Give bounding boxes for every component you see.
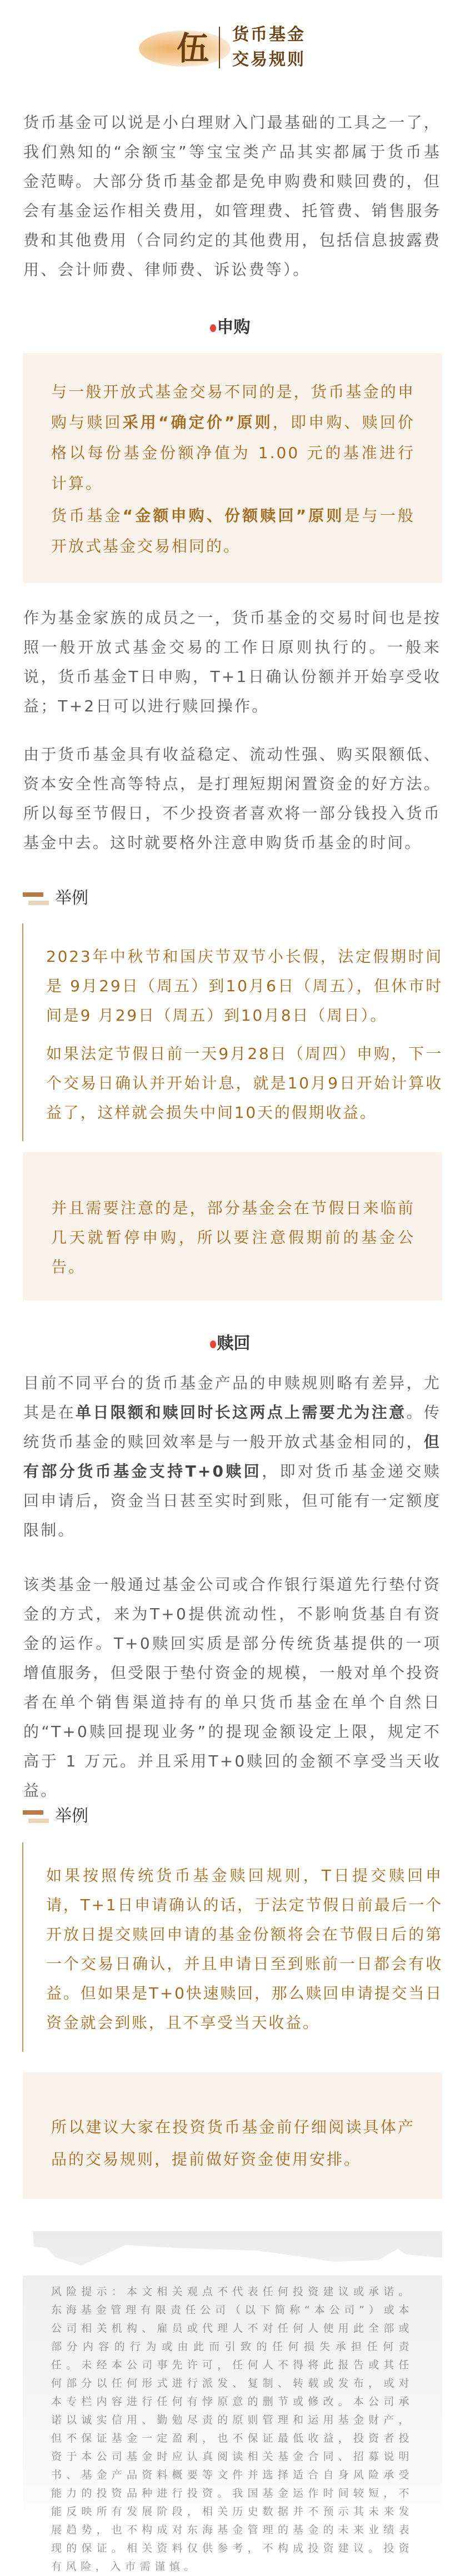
box-paragraph: 所以建议大家在投资货币基金前仔细阅读具体产品的交易规则，提前做好资金使用安排。 (51, 2118, 415, 2168)
mountain-silhouette-icon (23, 2231, 442, 2276)
text: 。传统货币基金的赎回效率是与一般开放式基金相同的， (23, 1403, 441, 1451)
section-heading-text: 申购 (217, 318, 251, 337)
risk-disclaimer: 风险提示：本文相关观点不代表任何投资建议或承诺。东海基金管理有限责任公司（以下简称“本公司”）或本公司相关机构、雇员或代理人不对任何人使用此全部或部分内容的行为或由此而引致的任何损失承担任何责任。未经本公司事先许可，任何人不得将此报告或其任何部分以任何形式进行派发、复制、转载或发布，或对本专栏内容进行任何有悖原意的删节或修改。本公司承诺以诚实信用、勤勉尽责的原则管理和运用基金财产，但不保证基金一定盈利，也不保证最低收益，投资者投资于本公司基金时应认真阅读相关基金合同、招募说明书、基金产品资料概要等文件并选择适合自身风险承受能力的投资品种进行投资。我国基金运作时间较短，不能反映所有发展阶段，相关历史数据并不预示其未来发展趋势，也不构成对东海基金管理的基金的未来业绩表现的保证。相关资料仅供参考，不构成投资建议。投资有风险，入市需谨慎。 (51, 2286, 413, 2573)
example-label: 举例 (55, 1806, 88, 1826)
header-divider (219, 27, 220, 68)
example-paragraph: 如果按照传统货币基金赎回规则，T日提交赎回申请，T+1日申请确认的话，于法定节假日前最后一个开放日提交赎回申请的基金份额将会在节假日后的第一个交易日确认，并且申请日至到账前一日都会有收益。但如果是T+0快速赎回，那么赎回申请提交当日资金就会到账，且不享受当天收益。 (46, 1866, 443, 2032)
highlight-box-advice (23, 2072, 442, 2199)
bold-text: 但有部分货币基金支持T+0赎回 (23, 1433, 441, 1480)
example-heading (23, 888, 134, 911)
chapter-title-line1: 货币基金 (232, 25, 306, 44)
red-dot-icon (210, 1340, 216, 1348)
text: 货币基金 (51, 506, 123, 525)
example-quote-line (22, 1842, 23, 2052)
redeem-rules-paragraph (23, 1368, 441, 1545)
highlight-box-notice (23, 1152, 442, 1300)
text: 目前不同平台的货币基金产品的申赎规则略有差异，尤其是在 (23, 1374, 441, 1422)
text: ，即申购、赎回价格以每份基金份额净值为 1.00 元的基准进行计算。 (51, 413, 415, 493)
trading-time-paragraph: 作为基金家族的成员之一，货币基金的交易时间也是按照一般开放式基金交易的工作日原则执行的。一般来说，货币基金T日申购，T+1日确认份额并开始享受收益；T+2日可以进行赎回操作。 (23, 609, 441, 715)
bold-text: “金额申购、份额赎回”原则 (122, 506, 344, 525)
bold-text: 单日限额和赎回时长这两点上需要尤为注意 (76, 1403, 407, 1422)
box-paragraph: 并且需要注意的是，部分基金会在节假日来临前几天就暂停申购，所以要注意假期前的基金公告。 (51, 1199, 415, 1276)
box-paragraph (51, 376, 415, 499)
example-bars-icon (23, 892, 43, 897)
intro-paragraph: 货币基金可以说是小白理财入门最基础的工具之一了，我们熟知的“余额宝”等宝宝类产品其实都属于货币基金范畴。大部分货币基金都是免申购费和赎回费的，但会有基金运作相关费用，如管理费、托管费、销售服务费和其他费用（合同约定的其他费用，包括信息披露费用、会计师费、律师费、诉讼费等）。 (23, 113, 441, 279)
example-paragraph: 2023年中秋节和国庆节双节小长假，法定假期时间是 9月29日（周五）到10月6日（周五），但休市时间是9 月29日（周五）到10月8日（周日）。 (46, 947, 443, 1025)
section-heading-text: 赎回 (217, 1334, 251, 1353)
example-label: 举例 (55, 888, 88, 908)
example-paragraph: 如果法定节假日前一天9月28日（周四）申购，下一个交易日确认并开始计息，就是10月9日开始计算收益了，这样就会损失中间10天的假期收益。 (46, 1045, 443, 1122)
chapter-number: 伍 (177, 29, 209, 67)
section-heading-subscribe (0, 317, 460, 339)
highlight-box-pricing (23, 353, 442, 583)
chapter-title-line2: 交易规则 (232, 50, 306, 69)
bold-text: 采用“确定价”原则 (122, 413, 273, 431)
box-paragraph (51, 500, 415, 561)
text: ，即对货币基金递交赎回申请后，资金当日甚至实时到账，但可能有一定额度限制。 (23, 1462, 441, 1539)
example-heading (23, 1806, 134, 1829)
example-bars-icon-lower (28, 901, 49, 905)
example-bars-icon-lower (28, 1819, 49, 1823)
text: 与一般开放式基金交易不同的是，货币基金的申购与赎回 (51, 383, 415, 431)
red-dot-icon (210, 324, 216, 332)
example-quote-line (22, 923, 23, 1141)
example-bars-icon (23, 1810, 43, 1815)
text: 是与一般开放式基金交易相同的。 (51, 506, 415, 555)
holiday-paragraph: 由于货币基金具有收益稳定、流动性强、购买限额低、资本安全性高等特点，是打理短期闲置资金的好方法。所以每至节假日，不少投资者喜欢将一部分钱投入货币基金中去。这时就要格外注意申购货币基金的时间。 (23, 745, 441, 852)
section-heading-redeem (0, 1333, 460, 1355)
t0-paragraph: 该类基金一般通过基金公司或合作银行渠道先行垫付资金的方式，来为T+0提供流动性，不影响货基自有资金的运作。T+0赎回实质是部分传统货基提供的一项增值服务，但受限于垫付资金的规模，一般对单个投资者在单个销售渠道持有的单只货币基金在单个自然日的“T+0赎回提现业务”的提现金额设定上限，规定不高于 1 万元。并且采用T+0赎回的金额不享受当天收益。 (23, 1575, 441, 1800)
